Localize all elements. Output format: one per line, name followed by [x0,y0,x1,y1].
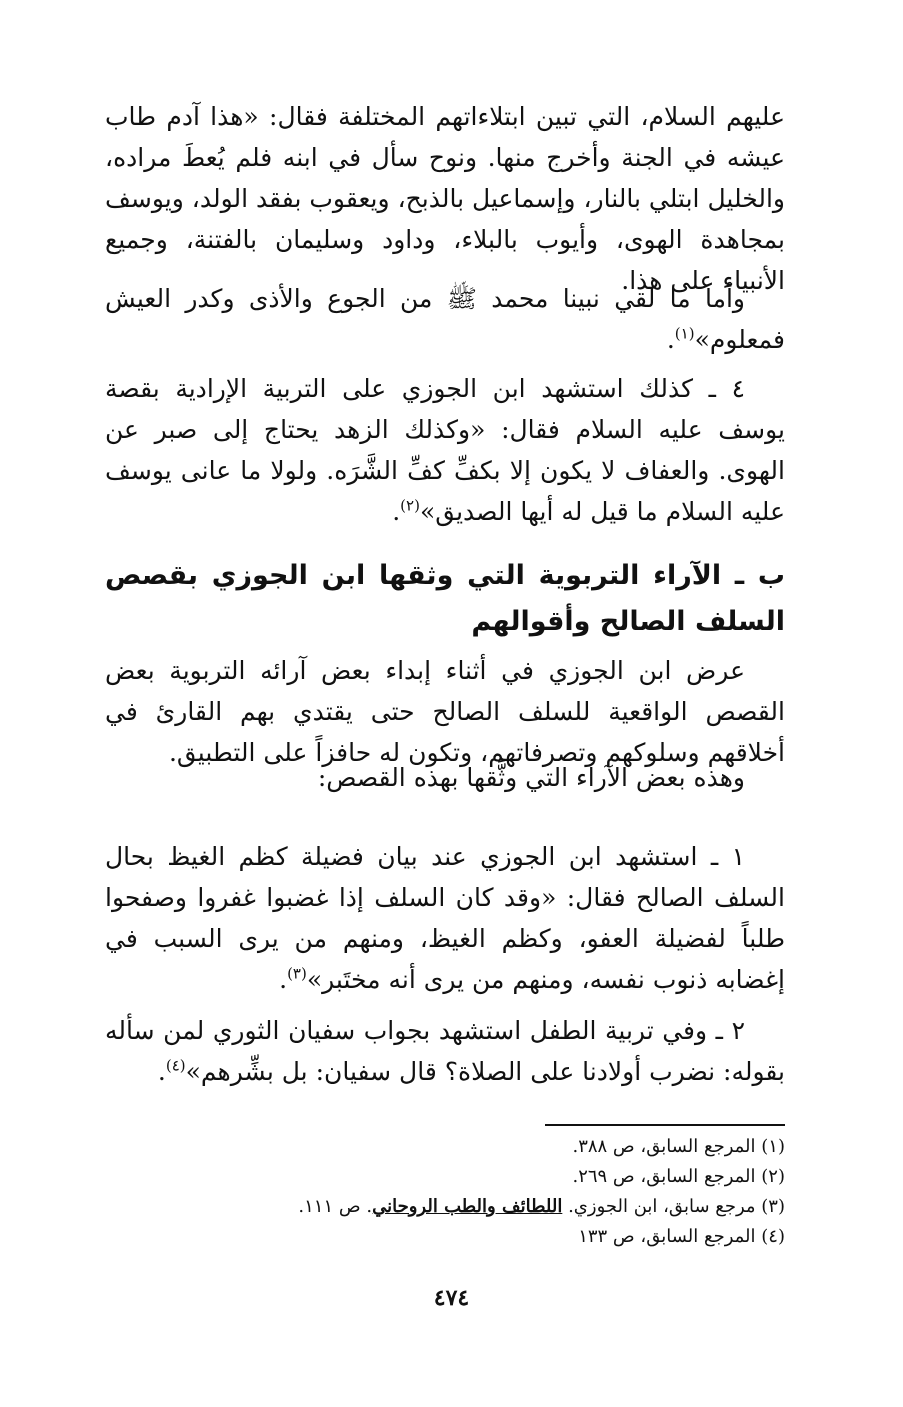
paragraph-anger-restraint [105,836,785,1000]
paragraph-prophets-trials [105,96,785,301]
paragraph-text: ١ ـ استشهد ابن الجوزي عند بيان فضيلة كظم الغيظ بحال السلف الصالح فقال: «وقد كان السلف إذا غضبوا غفروا وصفحوا طلباً لفضيلة العفو، وكظم الغيظ، ومنهم من يرى السبب في إغضابه ذنوب نفسه، ومنهم من يرى أنه مختَبر» [105,842,785,994]
footnote-number: (١) [761,1136,785,1157]
paragraph-text: عرض ابن الجوزي في أثناء إبداء بعض آرائه التربوية بعض القصص الواقعية للسلف الصالح حتى يقتدي بهم القارئ في أخلاقهم وسلوكهم وتصرفاتهم، وتكون له حافزاً على التطبيق. [105,656,785,767]
footnote-source-title: اللطائف والطب الروحاني [372,1196,563,1217]
paragraph-text: ٢ ـ وفي تربية الطفل استشهد بجواب سفيان الثوري لمن سأله بقوله: نضرب أولادنا على الصلاة؟ قال سفيان: بل بشِّرهم» [105,1016,785,1086]
footnotes [105,1132,785,1252]
heading-text: ب ـ الآراء التربوية التي وثقها ابن الجوزي بقصص السلف الصالح وأقوالهم [105,560,785,637]
paragraph-text-block [105,278,785,360]
footnote-ref-3: (٣) [287,964,307,983]
footnote-divider [545,1124,785,1126]
footnote-4 [105,1222,785,1252]
paragraph-child-education [105,1010,785,1092]
footnote-ref-1: (١) [674,324,695,343]
end-mark: . [157,1057,166,1086]
footnote-number: (٣) [761,1196,785,1217]
paragraph-prophet-muhammad [105,278,785,360]
paragraph-text: ٤ ـ كذلك استشهد ابن الجوزي على التربية الإرادية بقصة يوسف عليه السلام فقال: «وكذلك الزهد يحتاج إلى صبر عن الهوى. والعفاف لا يكون إلا بكفِّ كفِّ الشَّرَه. ولولا ما عانى يوسف عليه السلام ما قيل له أيها الصديق» [105,374,785,526]
footnote-text: مرجع سابق، ابن الجوزي. [568,1196,756,1217]
paragraph-list-intro [105,757,785,798]
footnote-text: المرجع السابق، ص ٢٦٩. [572,1166,756,1187]
footnote-ref-2: (٢) [400,496,420,515]
footnote-text: المرجع السابق، ص ٣٨٨. [572,1136,756,1157]
page-number: ٤٧٤ [433,1285,470,1311]
paragraph-text-block [105,836,785,1000]
end-mark: . [392,497,401,526]
footnote-2 [105,1162,785,1192]
paragraph-yusuf [105,368,785,532]
end-mark: . [666,325,675,354]
paragraph-text: وأما ما لقي نبينا محمد ﷺ من الجوع والأذى وكدر العيش فمعلوم» [105,284,785,354]
footnote-text: المرجع السابق، ص ١٣٣ [578,1226,756,1247]
footnote-1 [105,1132,785,1162]
footnote-3 [105,1192,785,1222]
end-mark: . [279,965,288,994]
paragraph-text-block [105,368,785,532]
footnote-ref-4: (٤) [165,1056,186,1075]
footnote-number: (٤) [761,1226,785,1247]
paragraph-text: عليهم السلام، التي تبين ابتلاءاتهم المختلفة فقال: «هذا آدم طاب عيشه في الجنة وأخرج منها. ونوح سأل في ابنه فلم يُعطَ مراده، والخليل ابتلي بالنار، وإسماعيل بالذبح، ويعقوب بفقد الولد، ويوسف بمجاهدة الهوى، وأيوب بالبلاء، وداود وسليمان بالفتنة، وجميع الأنبياء على هذا. [105,102,785,295]
paragraph-intro-stories [105,650,785,773]
footnote-number: (٢) [761,1166,785,1187]
footnote-text: . ص ١١١. [298,1196,373,1217]
paragraph-text-block [105,1010,785,1092]
paragraph-text: وهذه بعض الآراء التي وثَّقها بهذه القصص: [317,763,745,792]
section-heading [105,553,785,645]
